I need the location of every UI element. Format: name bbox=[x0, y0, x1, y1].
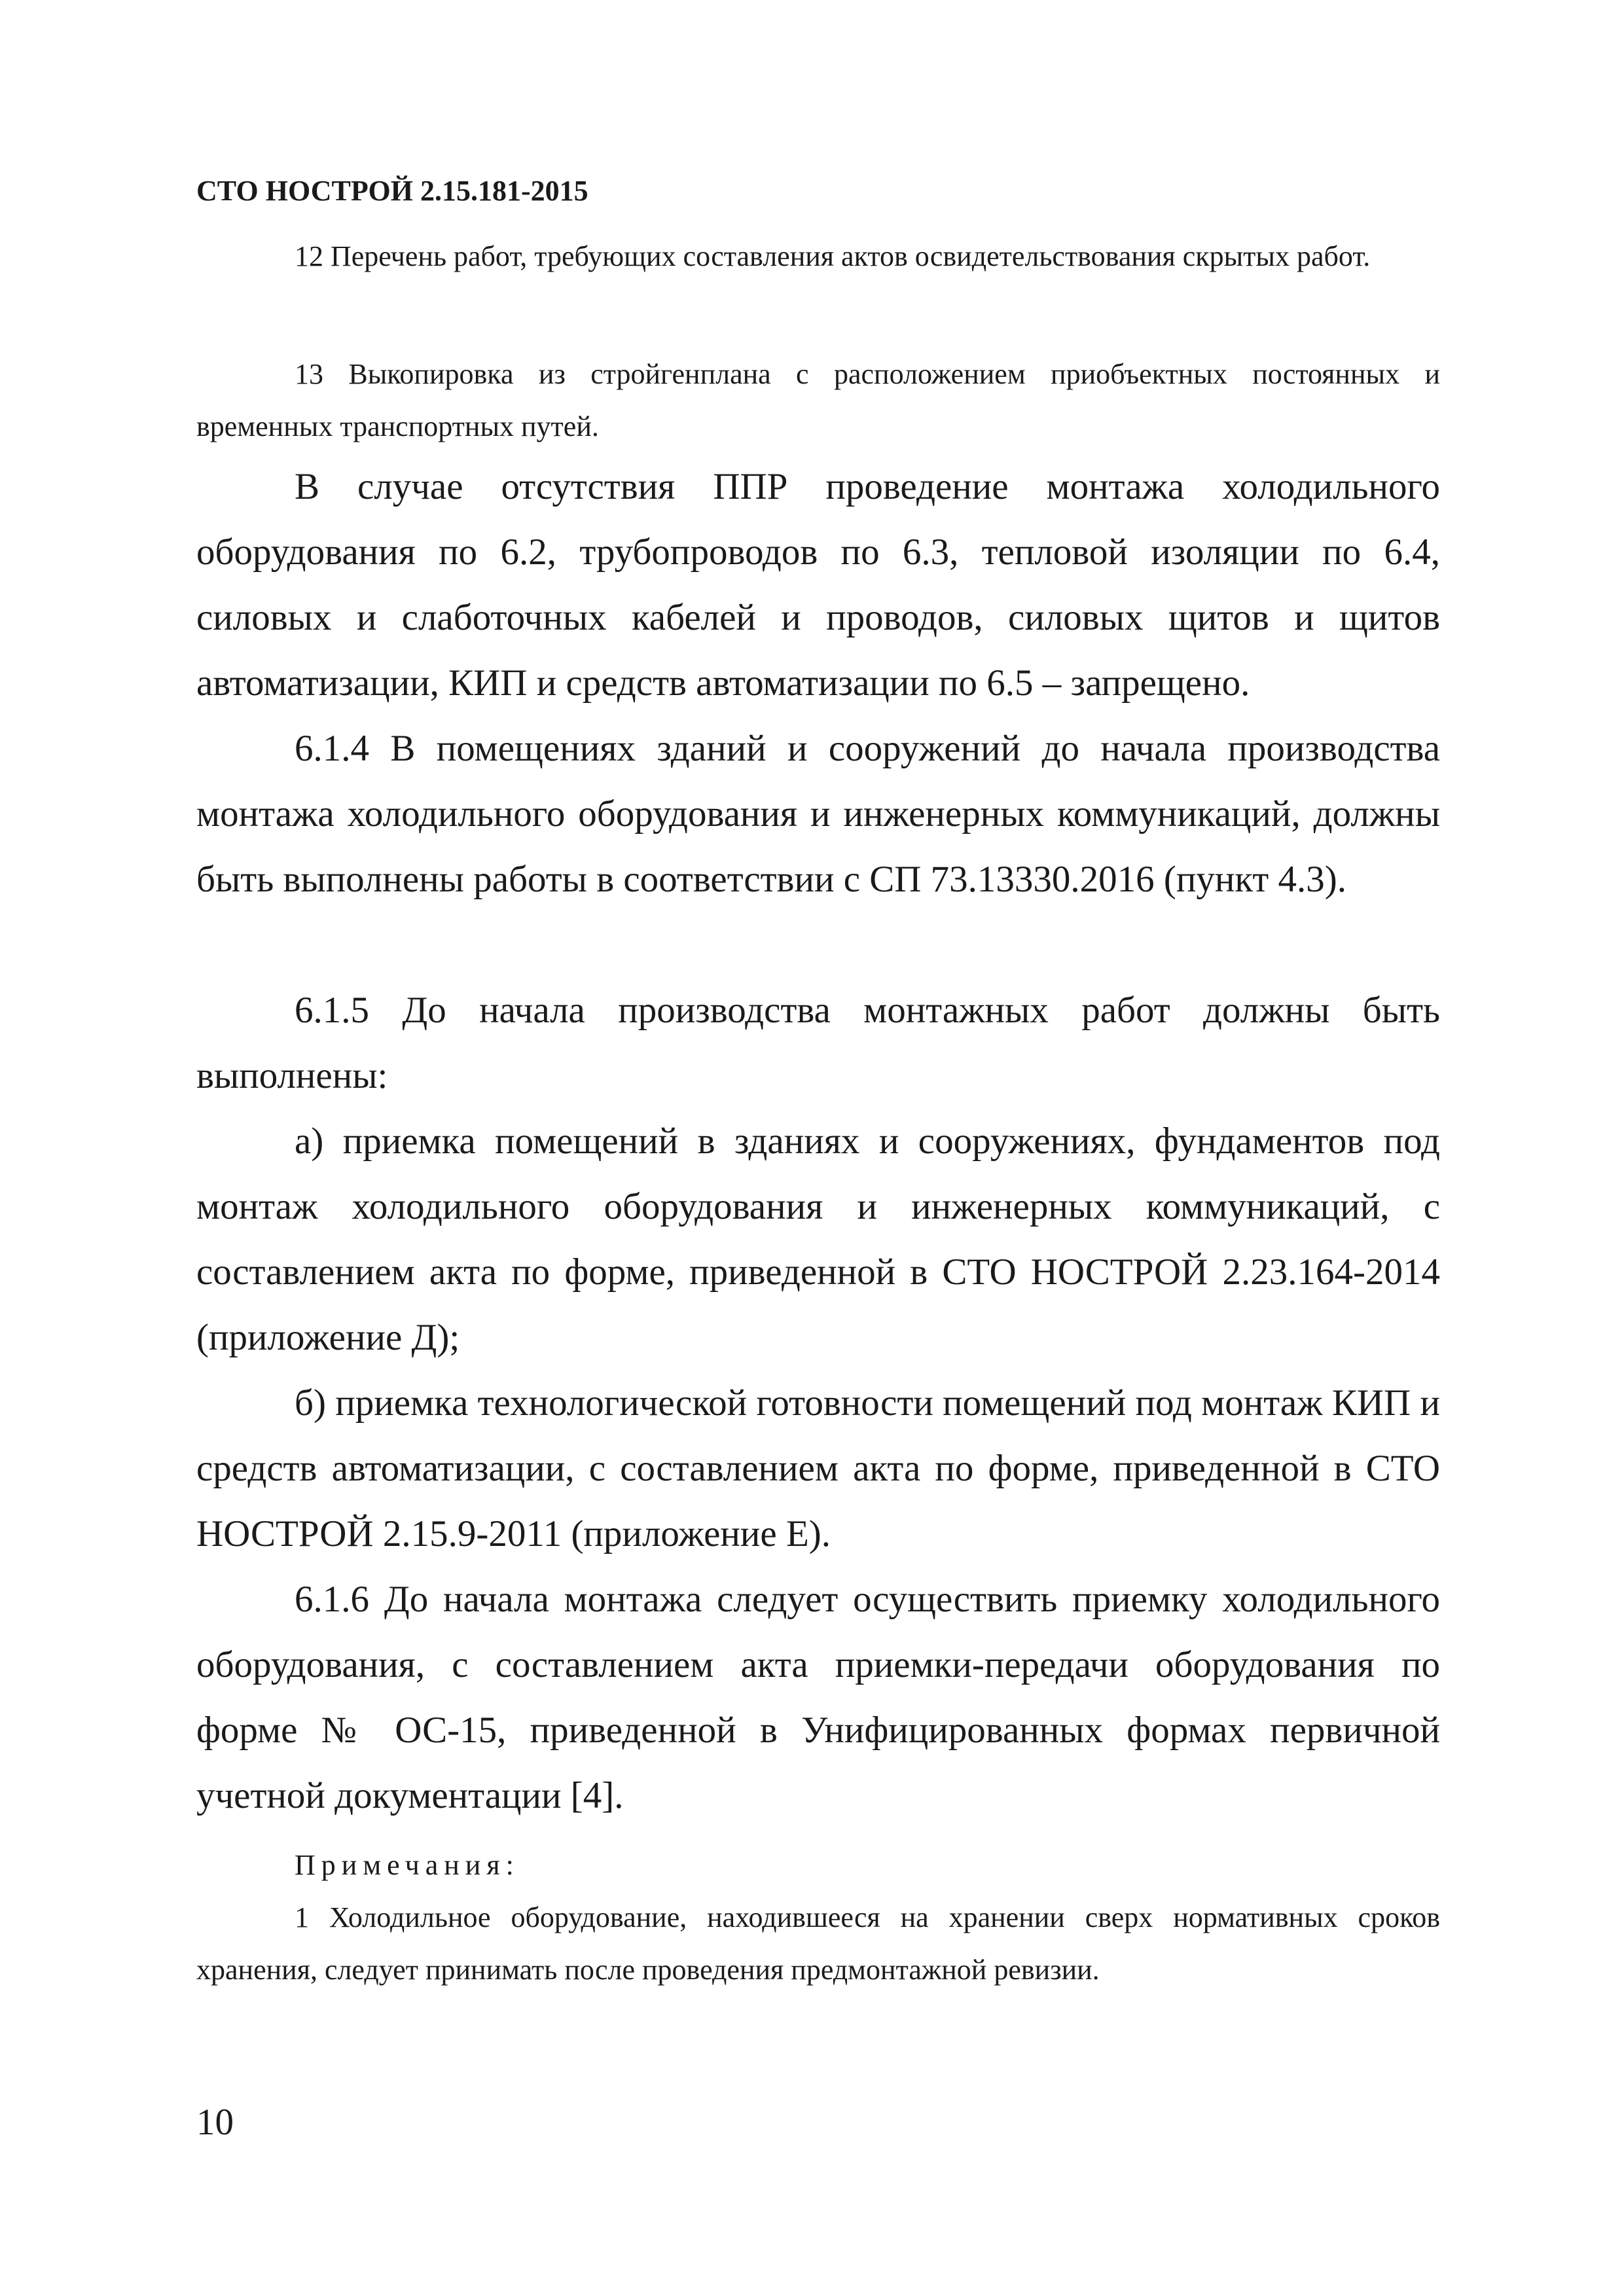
document-page bbox=[196, 0, 1440, 2296]
page-number: 10 bbox=[196, 2102, 234, 2143]
paragraph-ppr-absence: В случае отсутствия ППР проведение монтажа холодильного оборудования по 6.2, трубопроводов по 6.3, тепловой изоляции по 6.4, силовых и слаботочных кабелей и проводов, силовых щитов и щитов автоматизации, КИП и средств автоматизации по 6.5 – запрещено. bbox=[196, 466, 1440, 704]
list-item-12: 12 Перечень работ, требующих составления актов освидетельствования скрытых работ. bbox=[295, 240, 1371, 272]
paragraph-6-1-5: 6.1.5 До начала производства монтажных работ должны быть выполнены: bbox=[196, 990, 1440, 1096]
paragraph-item-b: б) приемка технологической готовности помещений под монтаж КИП и средств автоматизации, с составлением акта по форме, приведенной в СТО НОСТРОЙ 2.15.9-2011 (приложение Е). bbox=[196, 1382, 1440, 1554]
paragraph-6-1-4: 6.1.4 В помещениях зданий и сооружений до начала производства монтажа холодильного оборудования и инженерных коммуникаций, должны быть выполнены работы в соответствии с СП 73.13330.2016 (пункт 4.3). bbox=[196, 728, 1440, 900]
list-item-13: 13 Выкопировка из стройгенплана с расположением приобъектных постоянных и временных транспортных путей. bbox=[196, 358, 1440, 442]
notes-title: Примечания: bbox=[295, 1849, 520, 1881]
paragraph-6-1-6: 6.1.6 До начала монтажа следует осуществить приемку холодильного оборудования, с составлением акта приемки-передачи оборудования по форме № ОС-15, приведенной в Унифицированных формах первичной учетной документации [4]. bbox=[196, 1579, 1440, 1816]
note-item-1: 1 Холодильное оборудование, находившееся на хранении сверх нормативных сроков хранения, следует принимать после проведения предмонтажной ревизии. bbox=[196, 1901, 1440, 1986]
paragraph-item-a: а) приемка помещений в зданиях и сооружениях, фундаментов под монтаж холодильного оборудования и инженерных коммуникаций, с составлением акта по форме, приведенной в СТО НОСТРОЙ 2.23.164-2014 (приложение Д); bbox=[196, 1121, 1440, 1358]
document-header: СТО НОСТРОЙ 2.15.181-2015 bbox=[196, 175, 588, 207]
